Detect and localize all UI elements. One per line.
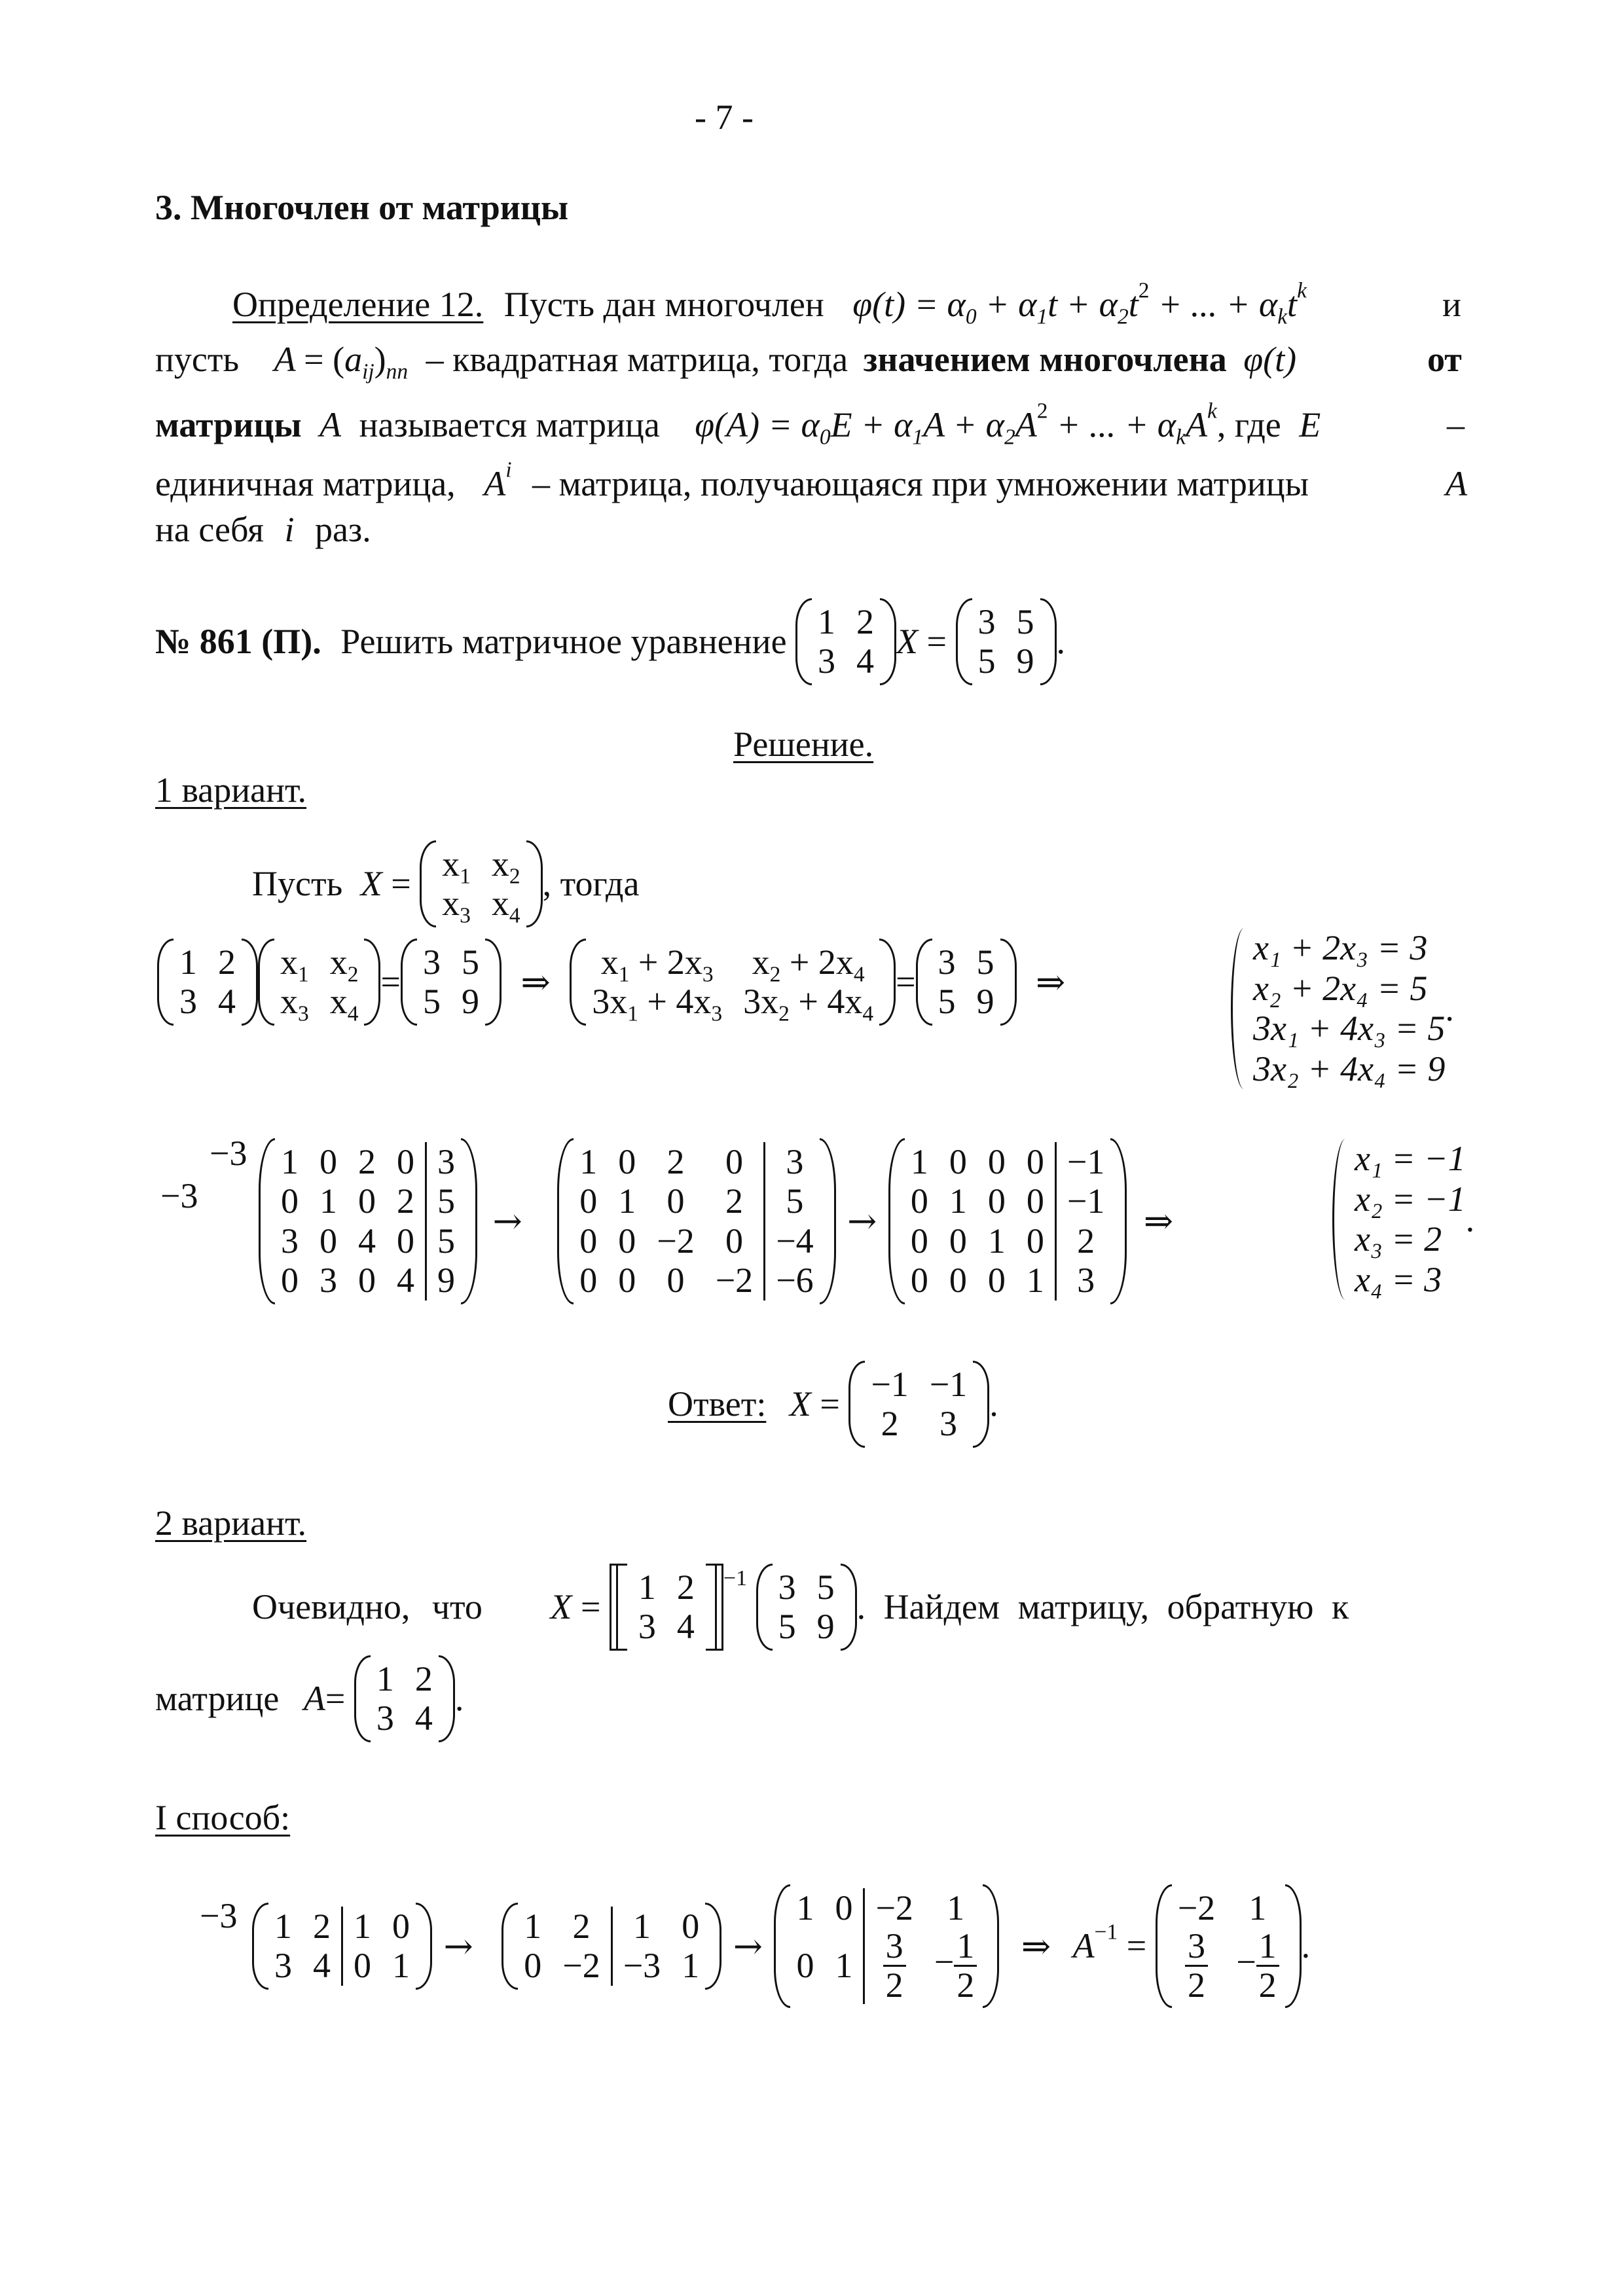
definition-line2-end: от (1427, 340, 1462, 379)
system-2: x₁ = −1 x₂ = −1 x₃ = 2 x₄ = 3 . (1332, 1139, 1474, 1300)
multiplier-side: −3 (160, 1176, 198, 1215)
definition-line1-end: и (1442, 285, 1461, 324)
implies-arrow-2: ⇒ (1036, 961, 1066, 1003)
eq1-matrix-b2: 3 5 5 9 (916, 942, 1017, 1022)
method1-aug-1: 1 2 1 0 3 4 0 1 (252, 1907, 432, 1986)
problem-matrix-a: 1 2 3 4 (795, 602, 896, 681)
definition-line4-mid: – матрица, получающаяся при умножении матрицы (532, 464, 1309, 503)
let-text: Пусть (252, 863, 343, 903)
answer-line: Ответ: X = −1 −1 2 3 . (668, 1365, 998, 1444)
inverse-matrix-result: −2 1 $\frac{3}{2}$ − $\frac{1}{2}$ (1156, 1888, 1302, 2004)
a-power-i-symbol: $A^i$ (484, 457, 512, 503)
definition-line-2 (155, 340, 1297, 384)
problem-label: № 861 (П). (155, 621, 321, 661)
definition-line2-mid: – квадратная матрица, тогда (426, 340, 848, 379)
section-title: 3. Многочлен от матрицы (155, 188, 569, 227)
augmented-matrix-2: 1 0 2 0 3 0 1 0 2 5 0 0 −2 0 −4 0 0 0 −2 −6 (557, 1142, 835, 1300)
system2-row-3: x₃ = 2 (1355, 1219, 1442, 1259)
system1-row-2: x₂ + 2x₄ = 5 (1253, 968, 1428, 1008)
variant2-matrix-b: 3 5 5 9 (756, 1568, 857, 1647)
polynomial-matrix-formula: $\varphi(A) = \alpha_0E + \alpha_1A + \alpha_2A^2$ + ... + $\alpha_kA^k$ (695, 399, 1217, 450)
system-1-brace-group (1231, 928, 1445, 1089)
definition-label: Определение 12. (232, 285, 484, 324)
variant2-matrix-a: 1 2 3 4 (354, 1659, 455, 1738)
method1-aug-3: 1 0 −2 1 0 1 $\frac{3}{2}$ − $\frac{1}{2}$ (774, 1888, 999, 2004)
matrix-a-symbol: A (319, 405, 342, 444)
definition-line3-end: – (1447, 405, 1465, 444)
implies-arrow-1: ⇒ (520, 961, 551, 1003)
system-2-brace (1332, 1139, 1353, 1300)
then-text: , тогда (542, 863, 640, 903)
gauss-row (259, 1142, 1181, 1300)
matrix-e-symbol: E (1299, 405, 1321, 444)
variant2-title: 2 вариант. (155, 1503, 307, 1543)
method1-arrow-1: → (443, 1925, 473, 1967)
eq1-product-matrix: $x_1 + 2x_3$ $x_2 + 2x_4$ $3x_1 + 4x_3$ $3x_2 + 4x_4$ (570, 942, 896, 1022)
method1-aug-2: 1 2 1 0 0 −2 −3 1 (501, 1907, 721, 1986)
variant2-line2: матрице A= 1 2 3 4 . (155, 1659, 464, 1738)
i-symbol: i (284, 510, 295, 549)
system1-row-1: x₁ + 2x₃ = 3 (1253, 928, 1428, 967)
definition-line4-start: единичная матрица, (155, 464, 456, 503)
a-inverse-symbol: $A^{-1}$ (1072, 1920, 1118, 1965)
equation-row-1: 1 2 3 4 $x_1$ $x_2$ $x_3$ $x_4$ = 3 5 5 9 ⇒ $x_1 + 2x_3$ $x_2 + 2x_4$ $3x_1 + 4x_3$ $3x_2 + 4x_4$ = 3 5 5 9 ⇒ (157, 942, 1076, 1022)
augmented-matrix-1: 1 0 2 0 3 0 1 0 2 5 3 0 4 0 5 0 3 0 4 9 (259, 1142, 477, 1300)
phi-t-symbol: φ(t) (1243, 340, 1297, 379)
system1-row-4: 3x₂ + 4x₄ = 9 (1253, 1049, 1446, 1088)
definition-line2-bold: значением многочлена (863, 340, 1227, 379)
definition-line3-where: , где (1216, 405, 1281, 444)
answer-label: Ответ: (668, 1384, 767, 1424)
answer-matrix: −1 −1 2 3 (848, 1365, 989, 1444)
problem-861: № 861 (П). Решить матричное уравнение 1 2 3 4 X = 3 5 5 9 . (155, 602, 1065, 681)
definition-line5-end: раз. (314, 510, 371, 549)
arrow-1: → (492, 1200, 522, 1242)
system-1: x₁ + 2x₃ = 3 x₂ + 2x₄ = 5 3x₁ + 4x₃ = 5 3x₂ + 4x₄ = 9 . (1231, 928, 1454, 1089)
definition-line-1 (232, 278, 1307, 329)
definition-line1-text: Пусть дан многочлен (503, 285, 824, 324)
system1-row-3: 3x₁ + 4x₃ = 5 (1253, 1009, 1446, 1049)
method1-row: 1 2 1 0 3 4 0 1 → 1 2 1 0 0 −2 −3 1 → 1 0 −2 1 0 1 $\frac{3}{2}$ − $\frac{1}{2}$ ⇒ $A^{-1}$ = −2 1 $\frac{3}{2}$ − $\frac{1}{2}$ . (252, 1888, 1310, 2004)
system2-row-2: x₂ = −1 (1355, 1179, 1466, 1219)
matrix-a-formula: $A = (a_{ij})_{nn}$ (274, 340, 409, 384)
method1-title: I способ: (155, 1798, 291, 1837)
variant2-text2: . Найдем матрицу, обратную к (856, 1587, 1349, 1626)
method1-multiplier: −3 (200, 1896, 238, 1935)
definition-line5-start: на себя (155, 510, 264, 549)
matrix-x-variables: $x_1$ $x_2$ $x_3$ $x_4$ (420, 844, 542, 924)
definition-line2-start: пусть (155, 340, 240, 379)
inverse-bracket: 1 2 3 4 (610, 1568, 723, 1647)
implies-arrow-3: ⇒ (1143, 1200, 1174, 1242)
eq1-matrix-x: $x_1$ $x_2$ $x_3$ $x_4$ (258, 942, 380, 1022)
system-2-brace-group (1332, 1139, 1466, 1300)
system-1-brace (1231, 928, 1251, 1089)
solution-title: Решение. (733, 725, 874, 764)
page-number: - 7 - (695, 98, 754, 137)
definition-line-5 (155, 512, 371, 547)
method1-implies: ⇒ (1021, 1925, 1051, 1967)
variant1-let: Пусть X = $x_1$ $x_2$ $x_3$ $x_4$ , тогда (252, 844, 639, 924)
problem-text: Решить матричное уравнение (340, 621, 787, 661)
system2-row-4: x₄ = 3 (1355, 1259, 1442, 1299)
eq1-matrix-a: 1 2 3 4 (157, 942, 258, 1022)
definition-line-3 (155, 399, 1321, 450)
variant2-line1: Очевидно, что X = 1 2 3 4 $^{-1}$ 3 5 5 9 . Найдем матрицу, обратную к (252, 1568, 1349, 1647)
variant2-text1: Очевидно, что (252, 1587, 483, 1626)
definition-line3-bold: матрицы (155, 405, 302, 444)
augmented-matrix-3: 1 0 0 0 −1 0 1 0 0 −1 0 0 1 0 2 0 0 0 1 3 (888, 1142, 1127, 1300)
method1-arrow-2: → (733, 1925, 763, 1967)
system2-row-1: x₁ = −1 (1355, 1139, 1466, 1178)
polynomial-formula: $\varphi(t) = \alpha_0 + \alpha_1t + \alpha_2t^2$ + ... + $\alpha_kt^k$ (852, 278, 1307, 329)
variant1-title: 1 вариант. (155, 770, 307, 810)
definition-line4-end-a: A (1446, 464, 1467, 503)
problem-matrix-b: 3 5 5 9 (956, 602, 1057, 681)
eq1-matrix-b: 3 5 5 9 (401, 942, 501, 1022)
multiplier-top: −3 (210, 1134, 247, 1173)
variant2-text3: матрице (155, 1678, 280, 1718)
arrow-2: → (847, 1200, 877, 1242)
definition-line3-mid: называется матрица (359, 405, 660, 444)
definition-line-4 (155, 457, 1309, 503)
